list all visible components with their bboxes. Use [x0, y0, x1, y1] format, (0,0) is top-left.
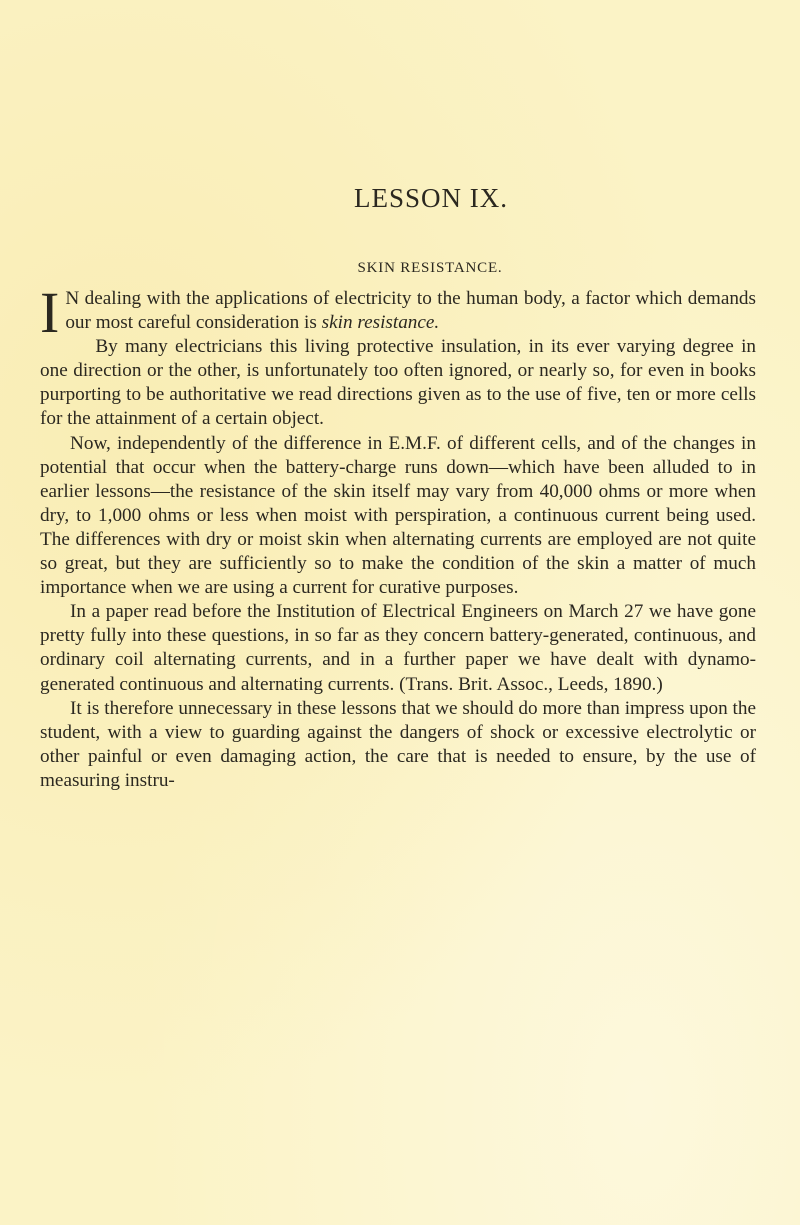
section-title: SKIN RESISTANCE. — [357, 260, 503, 276]
emphasis-skin-resistance: skin resistance. — [321, 312, 440, 334]
lesson-title: LESSON IX. — [353, 183, 508, 213]
paragraph-1-text: N dealing with the applications of electricity to the human body, a factor which demands our most careful consideration is — [65, 288, 756, 334]
paragraph-2: By many electricians this living protective insulation, in its ever varying degree in one direction or the other, is unfortunately too often ignored, or nearly so, for even in books purporting to be authoritative we read directions given as to the use of five, ten or more cells for the attainment of a certain object. — [40, 336, 756, 430]
paragraph-4: In a paper read before the Institution of Electrical Engineers on March 27 we have gone pretty fully into these questions, in so far as they concern battery-generated, continuous, and ordinary coil alternating currents, and in a further paper we have dealt with dynamo-generated continuous and alternating currents. (Trans. Brit. Assoc., Leeds, 1890.) — [40, 601, 756, 695]
body-text — [40, 280, 756, 793]
paragraph-1 — [40, 280, 756, 345]
paragraph-5: It is therefore unnecessary in these lessons that we should do more than impress upon the student, with a view to guarding against the dangers of shock or excessive electrolytic or other painful or even damaging action, the care that is needed to ensure, by the use of measuring instru- — [40, 697, 756, 791]
drop-cap: I — [40, 280, 60, 345]
paragraph-3: Now, independently of the difference in E.M.F. of different cells, and of the changes in potential that occur when the battery-charge runs down—which have been alluded to in earlier lessons—the resistance of the skin itself may vary from 40,000 ohms or more when dry, to 1,000 ohms or less when moist with perspiration, a continuous current being used. The differences with dry or moist skin when alternating currents are employed are not quite so great, but they are sufficiently so to make the condition of the skin a matter of much importance when we are using a current for curative purposes. — [40, 432, 756, 599]
